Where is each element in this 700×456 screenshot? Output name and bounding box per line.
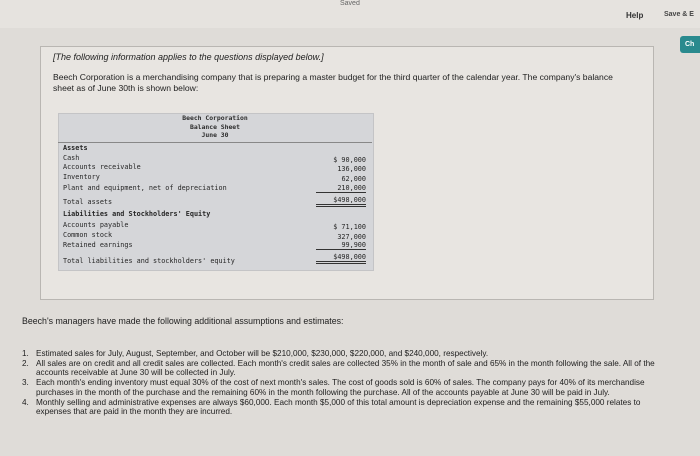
saved-status: Saved (340, 0, 360, 7)
intro-paragraph: Beech Corporation is a merchandising company that is preparing a master budget for the third quarter of the calendar year. The company's balance sheet as of June 30th is shown below: (53, 72, 613, 93)
total-assets-label: Total assets (63, 198, 113, 206)
plant-label: Plant and equipment, net of depreciation (63, 184, 227, 192)
total-liab-label: Total liabilities and stockholders' equity (63, 257, 235, 265)
total-assets-value: $498,000 (316, 196, 366, 207)
heading-divider (58, 142, 372, 143)
help-button[interactable]: Help (626, 11, 644, 20)
item-number: 4. (22, 397, 29, 407)
item-text: All sales are on credit and all credit sales are collected. Each month's credit sales are collected 35% in the month of sale and 65% in the month following the sale. All of the accounts receivable at June 30 will be collected in July. (36, 358, 655, 378)
ap-label: Accounts payable (63, 221, 129, 229)
cash-value: $ 90,000 (333, 156, 366, 164)
total-liab-value: $498,000 (316, 253, 366, 264)
top-bar (0, 0, 700, 28)
info-note: [The following information applies to the questions displayed below.] (53, 52, 324, 62)
retained-earnings-label: Retained earnings (63, 241, 133, 249)
save-exit-button[interactable]: Save & E (664, 11, 694, 18)
ar-label: Accounts receivable (63, 163, 141, 171)
inventory-value: 62,000 (341, 175, 366, 183)
company-name: Beech Corporation (182, 114, 248, 122)
common-stock-value: 327,000 (337, 233, 366, 241)
assumption-item (22, 359, 672, 378)
assets-heading: Assets (63, 144, 88, 152)
statement-date: June 30 (201, 131, 229, 139)
assumption-item (22, 349, 672, 359)
item-number: 1. (22, 349, 29, 358)
cash-label: Cash (63, 154, 80, 162)
assumptions-list (22, 349, 672, 417)
item-number: 2. (22, 358, 29, 368)
ap-value: $ 71,100 (333, 223, 366, 231)
check-my-work-button[interactable]: Ch (680, 36, 700, 53)
statement-name: Balance Sheet (189, 122, 241, 131)
inventory-label: Inventory (63, 173, 100, 181)
item-text: Each month's ending inventory must equal 30% of the cost of next month's sales. The cost of goods sold is 60% of sales. The company pays for 40% of its merchandise purchases in the month of the purchase and the remaining 60% in the month following the purchase. All of the accounts payable at June 30 will be paid in July. (36, 378, 645, 397)
item-number: 3. (22, 378, 29, 388)
assumptions-intro: Beech's managers have made the following additional assumptions and estimates: (22, 316, 344, 326)
item-text: Estimated sales for July, August, September, and October will be $210,000, $230,000, $220,000, and $240,000, respectively. (36, 349, 489, 358)
balance-sheet-heading (58, 114, 372, 140)
assumption-item (22, 378, 672, 397)
liabilities-heading: Liabilities and Stockholders' Equity (63, 210, 211, 218)
common-stock-label: Common stock (63, 231, 113, 239)
plant-value: 210,000 (316, 184, 366, 193)
ar-value: 136,000 (337, 165, 366, 173)
assumption-item (22, 398, 672, 417)
item-text: Monthly selling and administrative expenses are always $60,000. Each month $5,000 of this total amount is depreciation expense and the remaining $55,000 relates to expenses that are paid in the month they are incurred. (36, 397, 641, 417)
retained-earnings-value: 99,900 (316, 241, 366, 250)
